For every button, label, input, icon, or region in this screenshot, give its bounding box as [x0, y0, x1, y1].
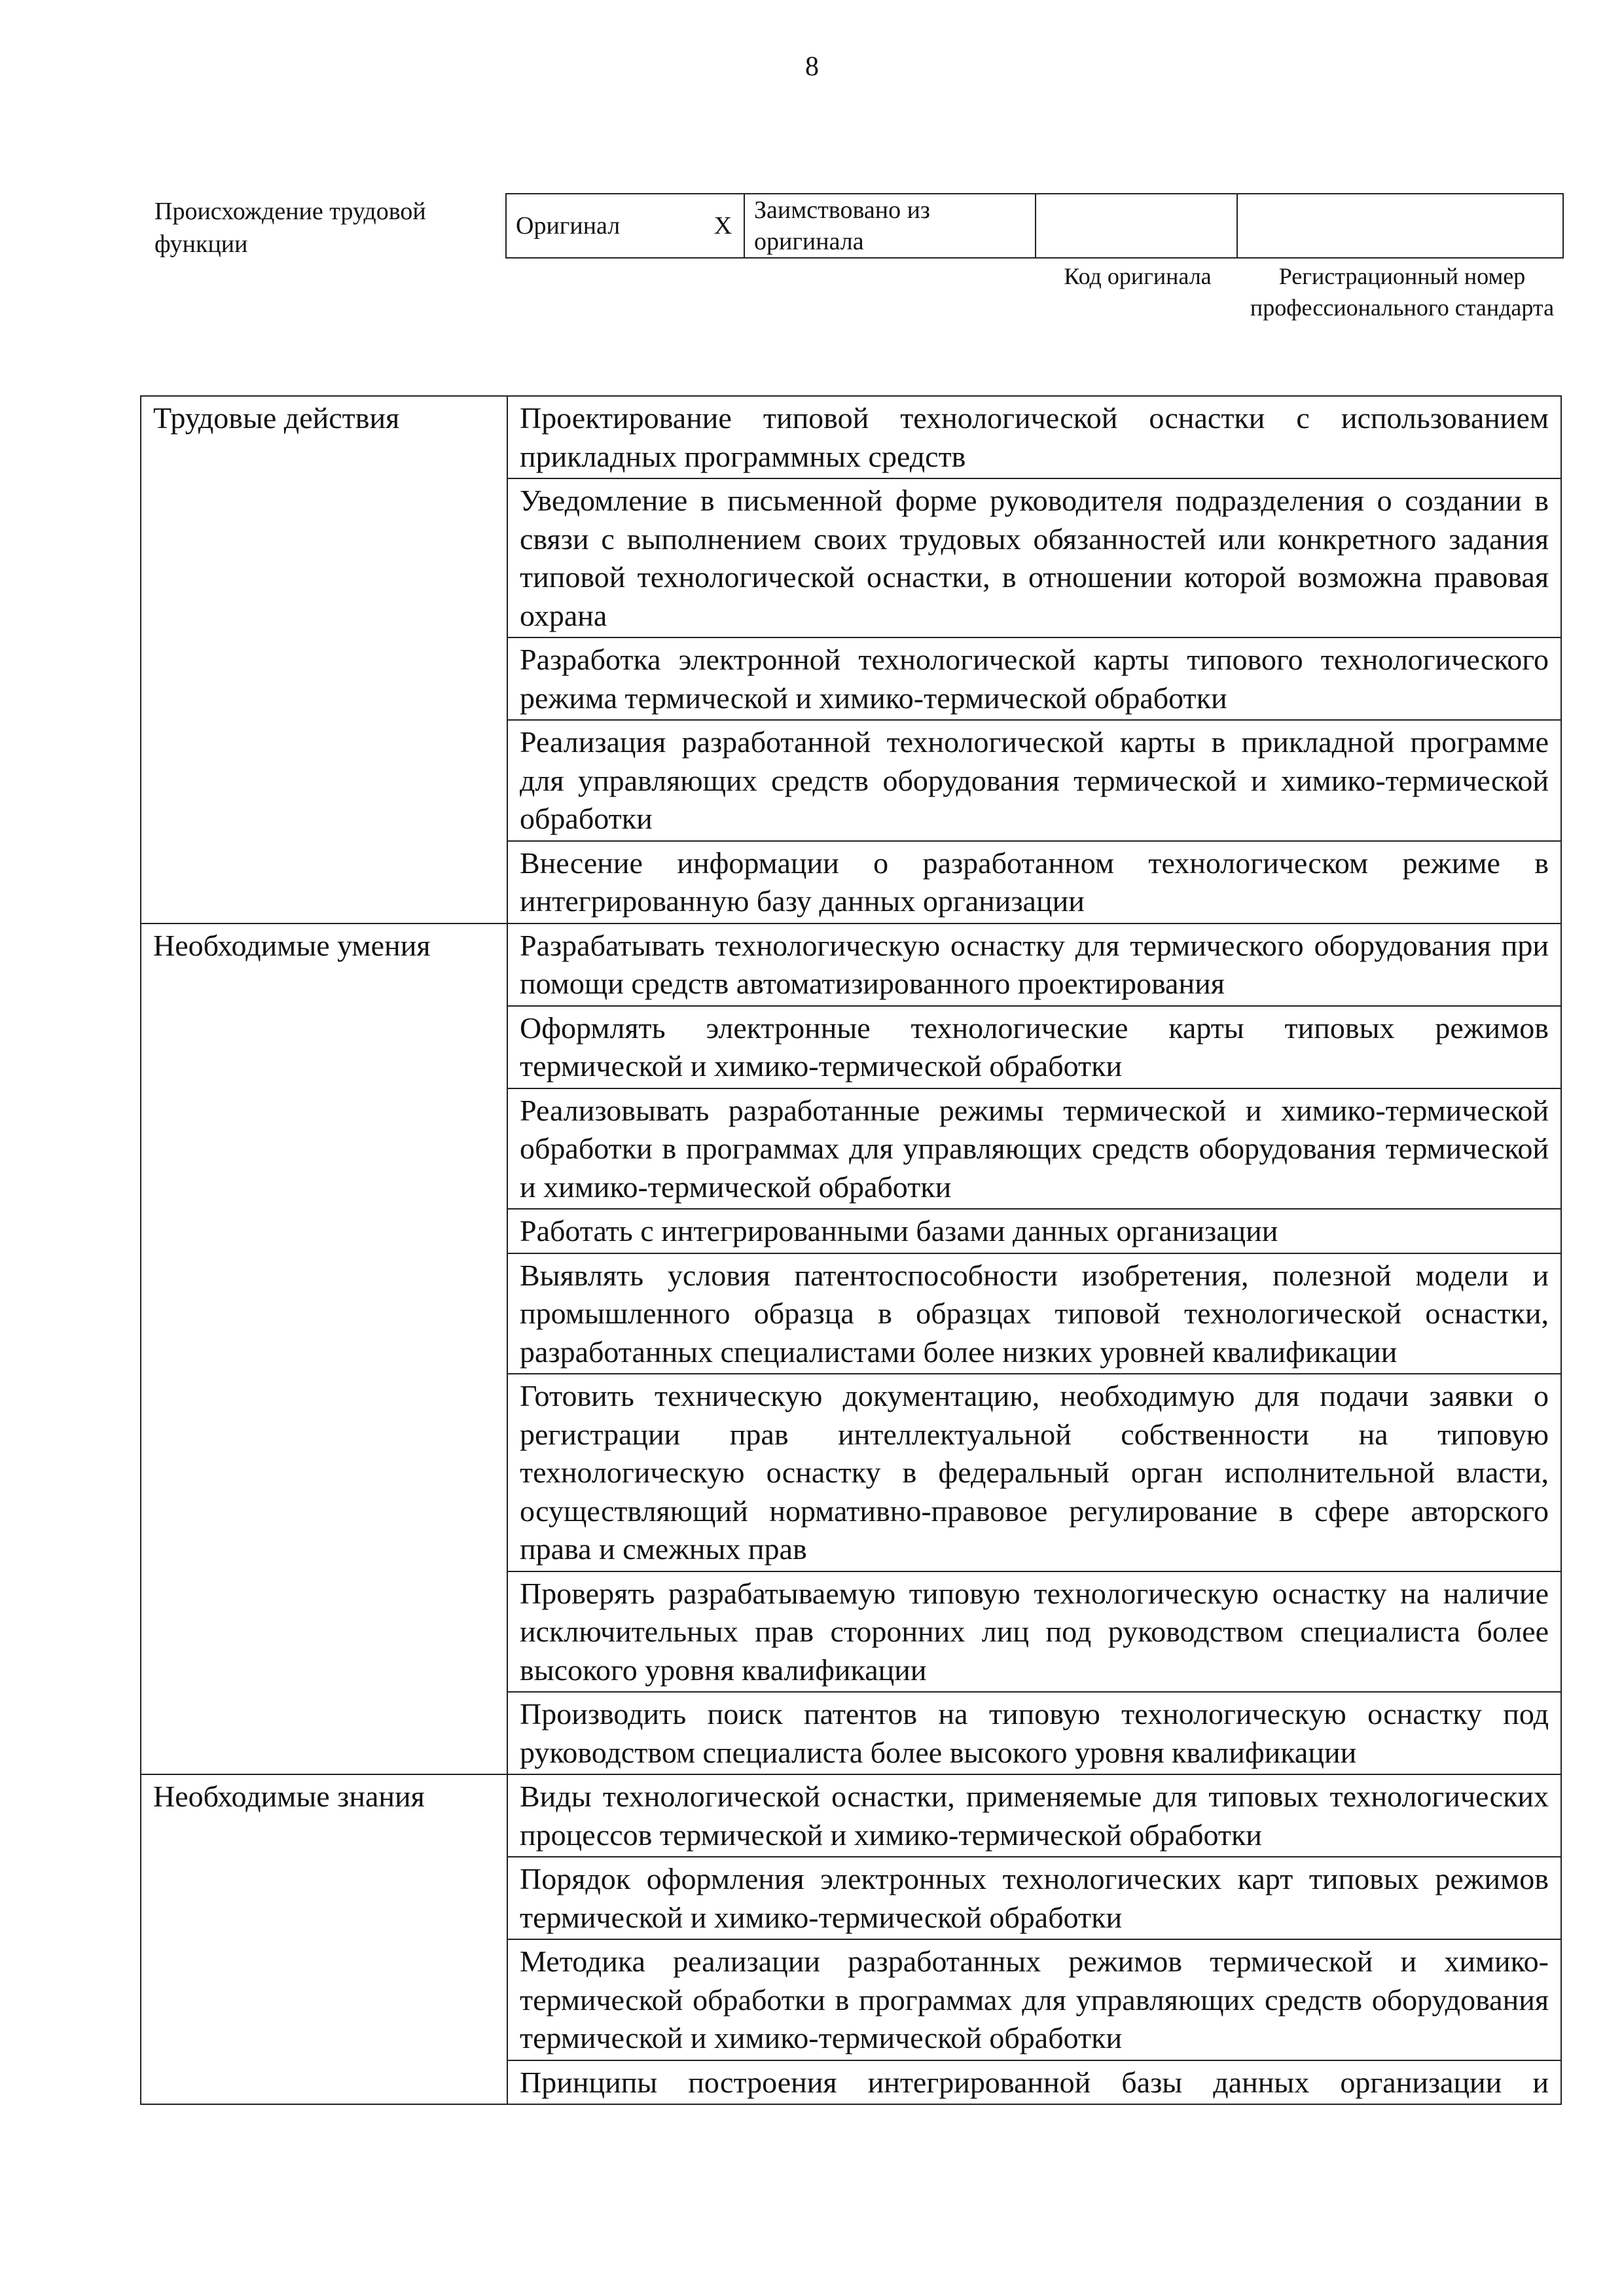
- skill-item: Оформлять электронные технологические карты типовых режимов термической и химико-термической обработки: [507, 1006, 1561, 1088]
- origin-code-cell: [1036, 194, 1237, 258]
- skill-item: Проверять разрабатываемую типовую технологическую оснастку на наличие исключительных прав сторонних лиц под руководством специалиста более высокого уровня квалификации: [507, 1571, 1561, 1693]
- knowledge-item: Методика реализации разработанных режимов термической и химико-термической обработки в программах для управляющих средств оборудования термической и химико-термической обработки: [507, 1939, 1561, 2060]
- origin-reg-caption: Регистрационный номер профессионального стандарта: [1250, 263, 1555, 321]
- labor-action-item: Разработка электронной технологической карты типового технологического режима термической и химико-термической обработки: [507, 637, 1561, 720]
- origin-code-caption: Код оригинала: [1064, 263, 1212, 289]
- origin-reg-cell: [1237, 194, 1563, 258]
- table-row: [141, 396, 1561, 478]
- skill-item: Реализовывать разработанные режимы термической и химико-термической обработки в программах для управляющих средств оборудования термической и химико-термической обработки: [507, 1088, 1561, 1210]
- labor-action-item: Внесение информации о разработанном технологическом режиме в интегрированную базу данных организации: [507, 841, 1561, 924]
- skill-item: Производить поиск патентов на типовую технологическую оснастку под руководством специалиста более высокого уровня квалификации: [507, 1692, 1561, 1774]
- labor-action-item: Уведомление в письменной форме руководителя подразделения о создании в связи с выполнением своих трудовых обязанностей или конкретного задания типовой технологической оснастки, в отношении которой возможна правовая охрана: [507, 478, 1561, 637]
- labor-actions-heading: Трудовые действия: [141, 396, 507, 924]
- table-row: [141, 1774, 1561, 1857]
- page-number: 8: [805, 52, 819, 82]
- origin-borrowed-label: Заимствовано из оригинала: [744, 194, 1036, 258]
- labor-action-item: Проектирование типовой технологической оснастки с использованием прикладных программных средств: [507, 396, 1561, 478]
- labor-action-item: Реализация разработанной технологической карты в прикладной программе для управляющих средств оборудования термической и химико-термической обработки: [507, 720, 1561, 841]
- required-knowledge-heading: Необходимые знания: [141, 1774, 507, 2104]
- origin-label: Происхождение трудовой функции: [154, 198, 426, 258]
- origin-table: [505, 193, 1564, 259]
- knowledge-item: Порядок оформления электронных технологических карт типовых режимов термической и химико-термической обработки: [507, 1857, 1561, 1939]
- origin-original-mark: X: [702, 194, 744, 258]
- table-row: [141, 924, 1561, 1006]
- skill-item: Работать с интегрированными базами данных организации: [507, 1209, 1561, 1253]
- knowledge-item: Принципы построения интегрированной базы данных организации и: [507, 2060, 1561, 2105]
- skill-item: Разрабатывать технологическую оснастку для термического оборудования при помощи средств автоматизированного проектирования: [507, 924, 1561, 1006]
- skill-item: Выявлять условия патентоспособности изобретения, полезной модели и промышленного образца в образцах типовой технологической оснастки, разработанных специалистами более низких уровней квалификации: [507, 1253, 1561, 1374]
- origin-original-label: Оригинал: [506, 194, 702, 258]
- skill-item: Готовить техническую документацию, необходимую для подачи заявки о регистрации прав интеллектуальной собственности на типовую технологическую оснастку в федеральный орган исполнительной власти, осуществляющий нормативно-правовое регулирование в сфере авторского права и смежных прав: [507, 1374, 1561, 1571]
- required-skills-heading: Необходимые умения: [141, 924, 507, 1775]
- competency-table: [140, 395, 1562, 2105]
- knowledge-item: Виды технологической оснастки, применяемые для типовых технологических процессов термической и химико-термической обработки: [507, 1774, 1561, 1857]
